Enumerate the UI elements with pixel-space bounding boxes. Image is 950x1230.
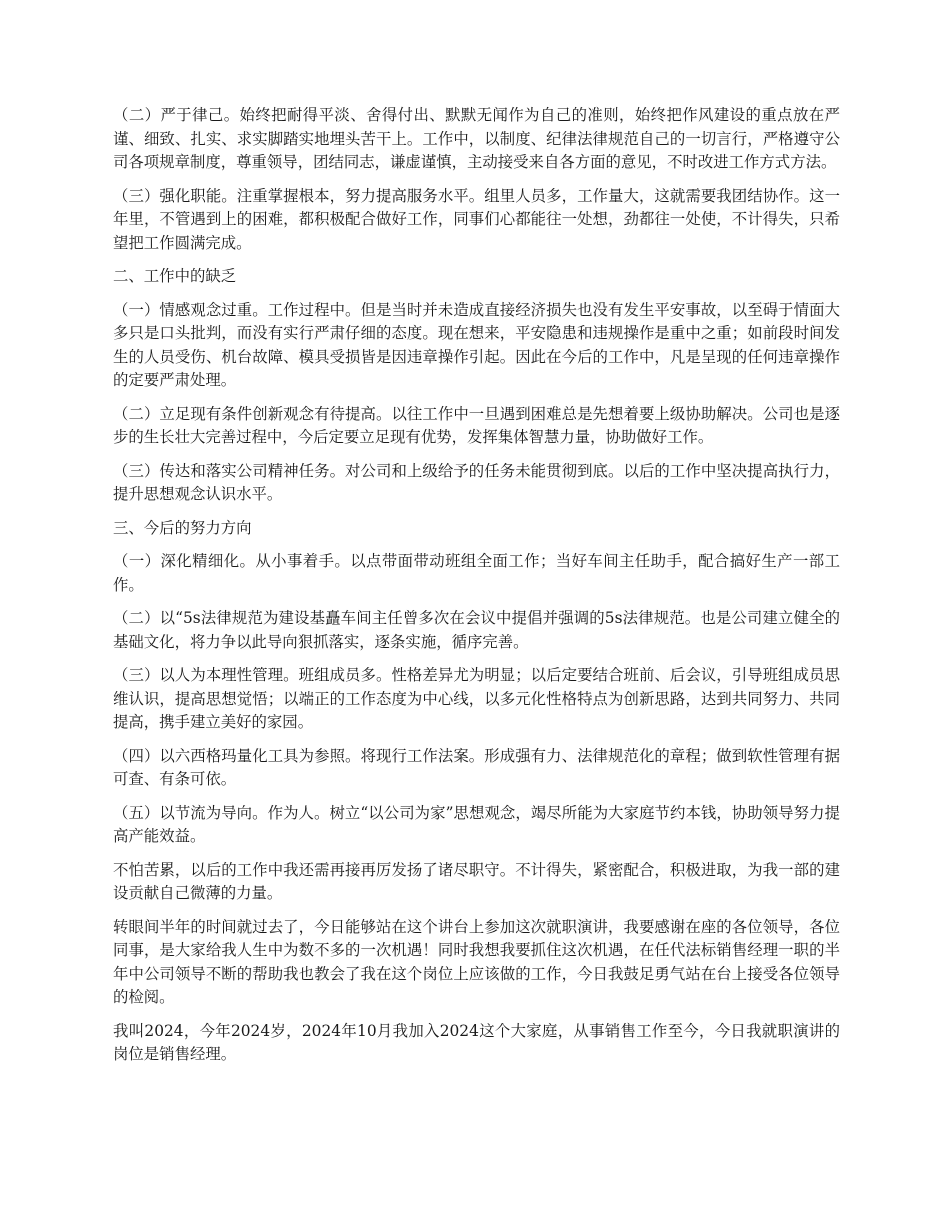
paragraph-speech-intro: 转眼间半年的时间就过去了，今日能够站在这个讲台上参加这次就职演讲，我要感谢在座的各位领导，各位同事，是大家给我人生中为数不多的一次机遇！同时我想我要抓住这次机遇，在任代法标销售经理一职的半年中公司领导不断的帮助我也教会了我在这个岗位上应该做的工作，今日我鼓足勇气站在台上接受各位领导的检阅。 — [113, 917, 840, 1006]
paragraph-six-sigma: （四）以六西格玛量化工具为参照。将现行工作法案。形成强有力、法律规范化的章程；做到软性管理有据可查、有条可依。 — [113, 746, 840, 788]
section-heading-future-direction: 三、今后的努力方向 — [113, 518, 252, 537]
paragraph-self-discipline: （二）严于律己。始终把耐得平淡、舍得付出、默默无闻作为自己的准则，始终把作风建设的重点放在严谨、细致、扎实、求实脚踏实地埋头苦干上。工作中，以制度、纪律法律规范自己的一切言行，严格遵守公司各项规章制度，尊重领导，团结同志，谦虚谨慎，主动接受来自各方面的意见，不时改进工作方式方法。 — [113, 106, 840, 171]
paragraph-emotional-concepts: （一）情感观念过重。工作过程中。但是当时并未造成直接经济损失也没有发生平安事故，以至碍于情面大多只是口头批判，而没有实行严肃仔细的态度。现在想来，平安隐患和违规操作是重中之重；如前段时间发生的人员受伤、机台故障、模具受损皆是因违章操作引起。因此在今后的工作中，凡是呈现的任何违章操作的定要严肃处理。 — [113, 300, 840, 389]
paragraph-strengthen-function: （三）强化职能。注重掌握根本，努力提高服务水平。组里人员多，工作量大，这就需要我团结协作。这一年里，不管遇到上的困难，都积极配合做好工作，同事们心都能往一处想，劲都往一处使，不计得失，只希望把工作圆满完成。 — [113, 186, 840, 252]
paragraph-implement-tasks: （三）传达和落实公司精神任务。对公司和上级给予的任务未能贯彻到底。以后的工作中坚决提高执行力，提升思想观念认识水平。 — [113, 461, 840, 503]
paragraph-refinement: （一）深化精细化。从小事着手。以点带面带动班组全面工作；当好车间主任助手，配合搞好生产一部工作。 — [113, 552, 840, 594]
paragraph-cost-saving: （五）以节流为导向。作为人。树立“以公司为家”思想观念，竭尽所能为大家庭节约本钱，协助领导努力提高产能效益。 — [113, 803, 840, 845]
paragraph-hard-work: 不怕苦累，以后的工作中我还需再接再厉发扬了诸尽职守。不计得失，紧密配合，积极进取，为我一部的建设贡献自己微薄的力量。 — [113, 860, 840, 902]
document-body — [113, 104, 840, 1077]
paragraph-innovation: （二）立足现有条件创新观念有待提高。以往工作中一旦遇到困难总是先想着要上级协助解决。公司也是逐步的生长壮大完善过程中，今后定要立足现有优势，发挥集体智慧力量，协助做好工作。 — [113, 404, 840, 446]
paragraph-people-oriented: （三）以人为本理性管理。班组成员多。性格差异尤为明显；以后定要结合班前、后会议，引导班组成员思维认识，提高思想觉悟；以端正的工作态度为中心线，以多元化性格特点为创新思路，达到共同努力、共同提高，携手建立美好的家园。 — [113, 666, 840, 731]
paragraph-self-introduction: 我叫2024，今年2024岁，2024年10月我加入2024这个大家庭，从事销售工作至今，今日我就职演讲的岗位是销售经理。 — [113, 1021, 840, 1063]
section-heading-shortcomings: 二、工作中的缺乏 — [113, 267, 237, 285]
paragraph-5s-norms: （二）以“5s法律规范为建设基矗车间主任曾多次在会议中提倡并强调的5s法律规范。也是公司建立健全的基础文化，将力争以此导向狠抓落实，逐条实施，循序完善。 — [113, 609, 840, 651]
